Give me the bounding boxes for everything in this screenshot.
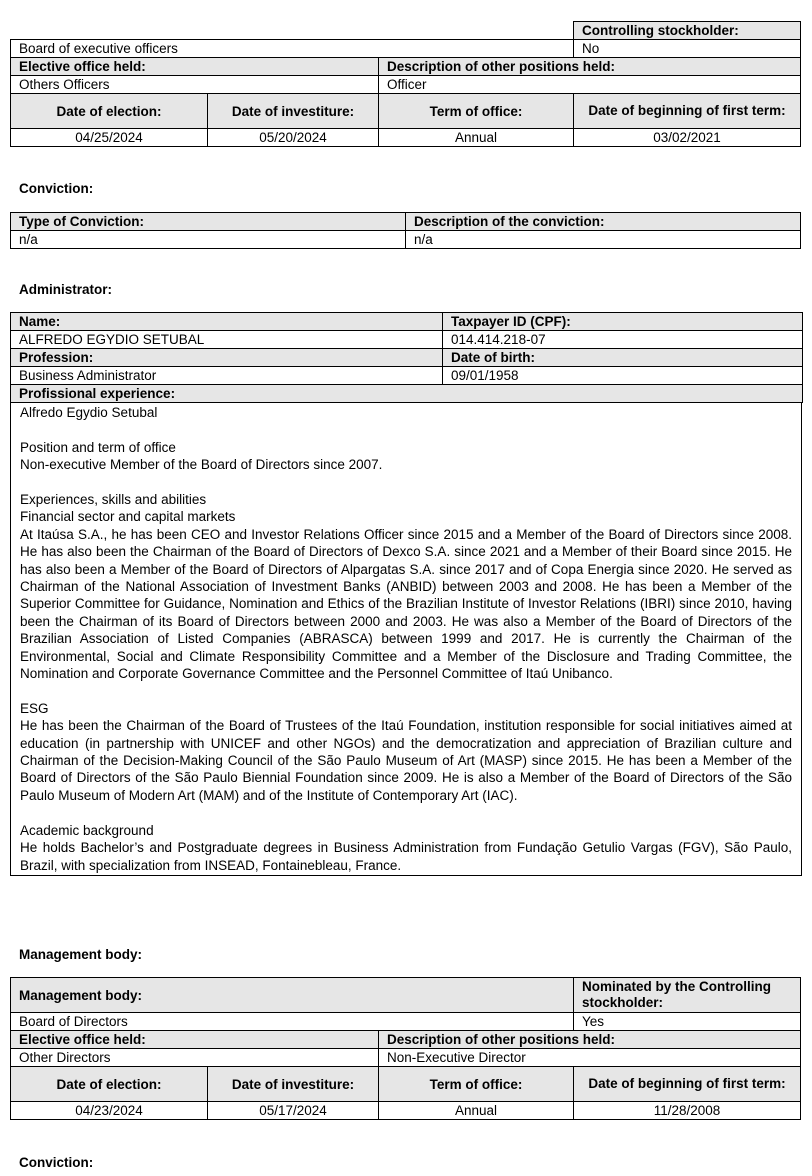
administrator-table: [10, 312, 803, 403]
cpf-label: Taxpayer ID (CPF):: [443, 313, 803, 331]
esg-heading: ESG: [20, 700, 49, 716]
academic-text: He holds Bachelor’s and Postgraduate degrees in Business Administration from Fundação Getulio Vargas (FGV), São Paulo, Brazil, with specialization from INSEAD, Fontainebleau, France.: [20, 840, 792, 873]
term-of-office-value: Annual: [379, 129, 574, 147]
board-value: Board of executive officers: [11, 40, 574, 58]
cpf-value: 014.414.218-07: [443, 331, 803, 349]
management-body-label: Management body:: [11, 978, 574, 1013]
elective-office-value: Others Officers: [11, 76, 379, 94]
conviction-type-value: n/a: [11, 231, 406, 249]
other-positions-value: Officer: [379, 76, 801, 94]
mgmt-other-positions-value: Non-Executive Director: [379, 1049, 801, 1067]
experience-label: Profissional experience:: [11, 385, 803, 403]
conviction-description-value: n/a: [406, 231, 801, 249]
first-term-date-value: 03/02/2021: [574, 129, 801, 147]
administrator-heading: Administrator:: [19, 282, 113, 297]
esg-text: He has been the Chairman of the Board of Trustees of the Itaú Foundation, institution responsible for social initiatives aimed at education (in partnership with UNICEF and other NGOs) and the democratization and appreciation of Brazilian culture and Chairman of the Decision-Making Council of the São Paulo Museum of Art (MASP) since 2015. He has been a Member of the Board of Directors of the São Paulo Biennial Foundation since 2009. He is also a Member of the Board of Directors of the São Paulo Museum of Modern Art (MAM) and of the Institute of Contemporary Art (IAC).: [20, 718, 792, 803]
first-term-date-label: Date of beginning of first term:: [574, 94, 801, 129]
mgmt-elective-office-label: Elective office held:: [11, 1031, 379, 1049]
conviction-heading: Conviction:: [19, 181, 94, 196]
investiture-date-label: Date of investiture:: [208, 94, 379, 129]
mgmt-investiture-date-label: Date of investiture:: [208, 1067, 379, 1102]
election-date-label: Date of election:: [11, 94, 208, 129]
mgmt-first-term-date-value: 11/28/2008: [574, 1102, 801, 1120]
mgmt-other-positions-label: Description of other positions held:: [379, 1031, 801, 1049]
mgmt-first-term-date-label: Date of beginning of first term:: [574, 1067, 801, 1102]
controlling-stockholder-label: Controlling stockholder:: [574, 22, 801, 40]
experience-name: Alfredo Egydio Setubal: [20, 405, 158, 420]
financial-text: At Itaúsa S.A., he has been CEO and Investor Relations Officer since 2015 and a Member of the Board of Directors since 2008. He has also been the Chairman of the Board of Directors of Dexco S.A. since 2021 and a Member of their Board since 2015. He has also been a Member of the Board of Directors of Alpargatas S.A. since 2017 and of Copa Energia since 2020. He served as Chairman of the National Association of Investment Banks (ANBID) between 2003 and 2008. He has been a Member of the Superior Committee for Guidance, Nomination and Ethics of the Brazilian Institute of Investor Relations (IBRI) since 2010, having been the Chairman of its Board of Directors between 2000 and 2003. He was also a Member of the Board of Directors of the Brazilian Association of Listed Companies (ABRASCA) between 1999 and 2017. He is currently the Chairman of the Environmental, Social and Climate Responsibility Committee and a Member of the Disclosure and Trading Committee, the Nomination and Corporate Governance Committee and the Personnel Committee of Itaú Unibanco.: [20, 526, 792, 682]
financial-heading: Financial sector and capital markets: [20, 509, 236, 525]
management-body-heading: Management body:: [19, 947, 143, 962]
mgmt-election-date-label: Date of election:: [11, 1067, 208, 1102]
conviction-type-label: Type of Conviction:: [11, 213, 406, 231]
academic-heading: Academic background: [20, 822, 154, 838]
mgmt-term-of-office-value: Annual: [379, 1102, 574, 1120]
date-of-birth-value: 09/01/1958: [443, 367, 803, 385]
profession-value: Business Administrator: [11, 367, 443, 385]
management-body-value: Board of Directors: [11, 1013, 574, 1031]
professional-experience-text: [10, 403, 802, 876]
election-date-value: 04/25/2024: [11, 129, 208, 147]
mgmt-term-of-office-label: Term of office:: [379, 1067, 574, 1102]
mgmt-investiture-date-value: 05/17/2024: [208, 1102, 379, 1120]
position-text: Non-executive Member of the Board of Directors since 2007.: [20, 457, 383, 473]
conviction-description-label: Description of the conviction:: [406, 213, 801, 231]
mgmt-election-date-value: 04/23/2024: [11, 1102, 208, 1120]
profession-label: Profession:: [11, 349, 443, 367]
elective-office-label: Elective office held:: [11, 58, 379, 76]
date-of-birth-label: Date of birth:: [443, 349, 803, 367]
controlling-stockholder-value: No: [574, 40, 801, 58]
mgmt-elective-office-value: Other Directors: [11, 1049, 379, 1067]
investiture-date-value: 05/20/2024: [208, 129, 379, 147]
executive-officers-table: [10, 21, 801, 147]
conviction-heading-2: Conviction:: [19, 1155, 94, 1170]
other-positions-label: Description of other positions held:: [379, 58, 801, 76]
nominated-label: Nominated by the Controlling stockholder:: [574, 978, 801, 1013]
experiences-heading: Experiences, skills and abilities: [20, 492, 207, 507]
conviction-table: [10, 212, 801, 249]
nominated-value: Yes: [574, 1013, 801, 1031]
name-label: Name:: [11, 313, 443, 331]
administrator-section: [10, 312, 802, 876]
management-body-table: [10, 977, 801, 1120]
position-heading: Position and term of office: [20, 439, 176, 455]
term-of-office-label: Term of office:: [379, 94, 574, 129]
name-value: ALFREDO EGYDIO SETUBAL: [11, 331, 443, 349]
